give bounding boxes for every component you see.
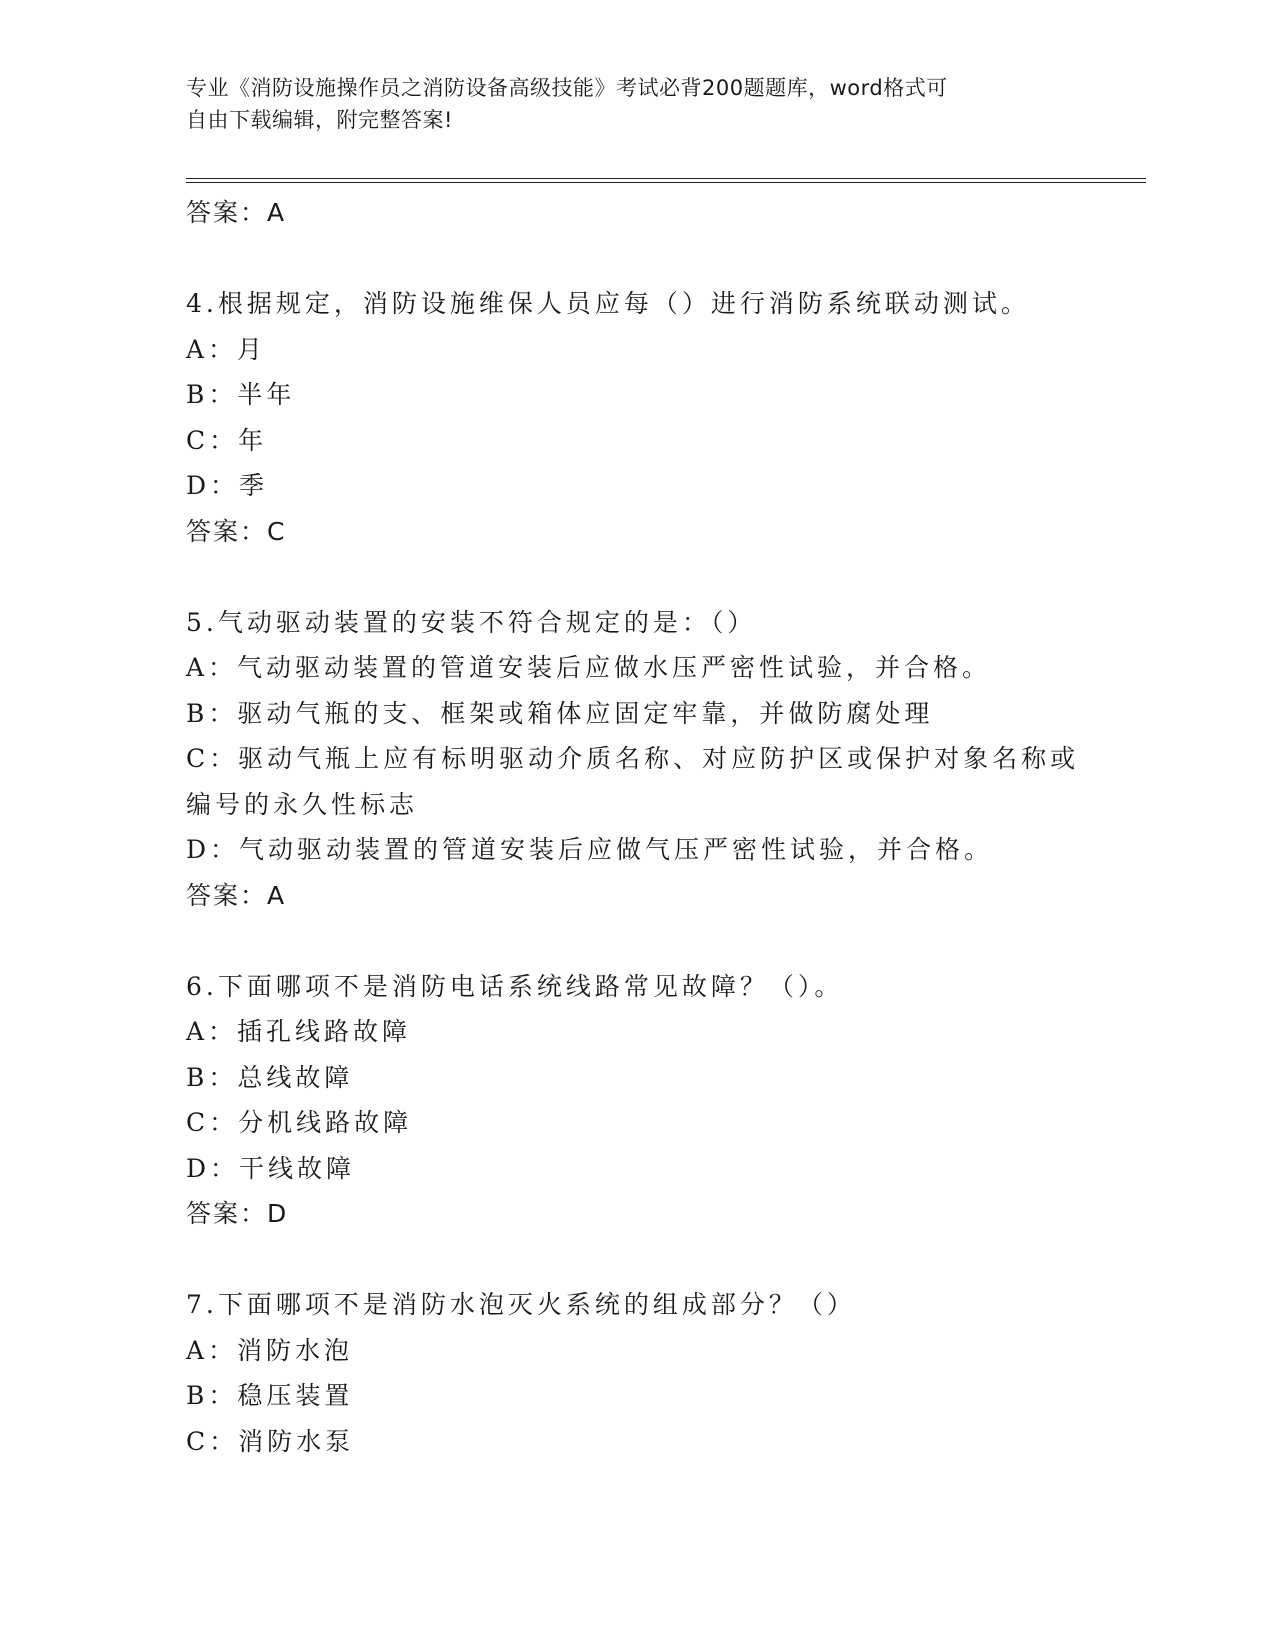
question-stem: 5.气动驱动装置的安装不符合规定的是：（） [186,607,757,637]
header-line-2: 自由下载编辑，附完整答案! [186,108,453,132]
option-line: B：总线故障 [186,1062,354,1092]
question-stem: 6.下面哪项不是消防电话系统线路常见故障？（）。 [186,971,844,1001]
option-line-continued: 编号的永久性标志 [186,789,419,819]
answer-line: 答案：A [186,198,287,227]
question-stem: 4.根据规定，消防设施维保人员应每（）进行消防系统联动测试。 [186,289,1030,318]
spacer [186,236,1146,282]
page-header [186,72,1066,136]
option-line: C：驱动气瓶上应有标明驱动介质名称、对应防护区或保护对象名称或 [186,744,1080,773]
option-line: C：分机线路故障 [186,1108,413,1137]
option-line: D：气动驱动装置的管道安装后应做气压严密性试验，并合格。 [186,835,994,864]
option-line: C：消防水泵 [186,1426,355,1456]
header-line-1: 专业《消防设施操作员之消防设备高级技能》考试必背200题题库，word格式可 [186,76,948,100]
option-line: B：驱动气瓶的支、框架或箱体应固定牢靠，并做防腐处理 [186,698,934,728]
option-line: D：干线故障 [186,1153,356,1183]
option-line: A：月 [186,334,267,364]
answer-line: 答案：A [186,880,287,910]
option-line: A：消防水泡 [186,1335,354,1365]
option-line: B：半年 [186,380,296,409]
answer-line: 答案：C [186,516,287,546]
header-rule-top [186,178,1146,179]
spacer [186,1237,1146,1283]
answer-line: 答案：D [186,1199,289,1228]
option-line: A：插孔线路故障 [186,1017,412,1046]
option-line: B：稳压装置 [186,1381,354,1410]
header-rule-bottom [186,182,1146,183]
option-line: C：年 [186,425,268,455]
spacer [186,554,1146,600]
question-stem: 7.下面哪项不是消防水泡灭火系统的组成部分？（） [186,1290,856,1319]
option-line: D：季 [186,471,269,500]
document-body [186,190,1146,1464]
spacer [186,918,1146,964]
option-line: A：气动驱动装置的管道安装后应做水压严密性试验，并合格。 [186,653,992,682]
